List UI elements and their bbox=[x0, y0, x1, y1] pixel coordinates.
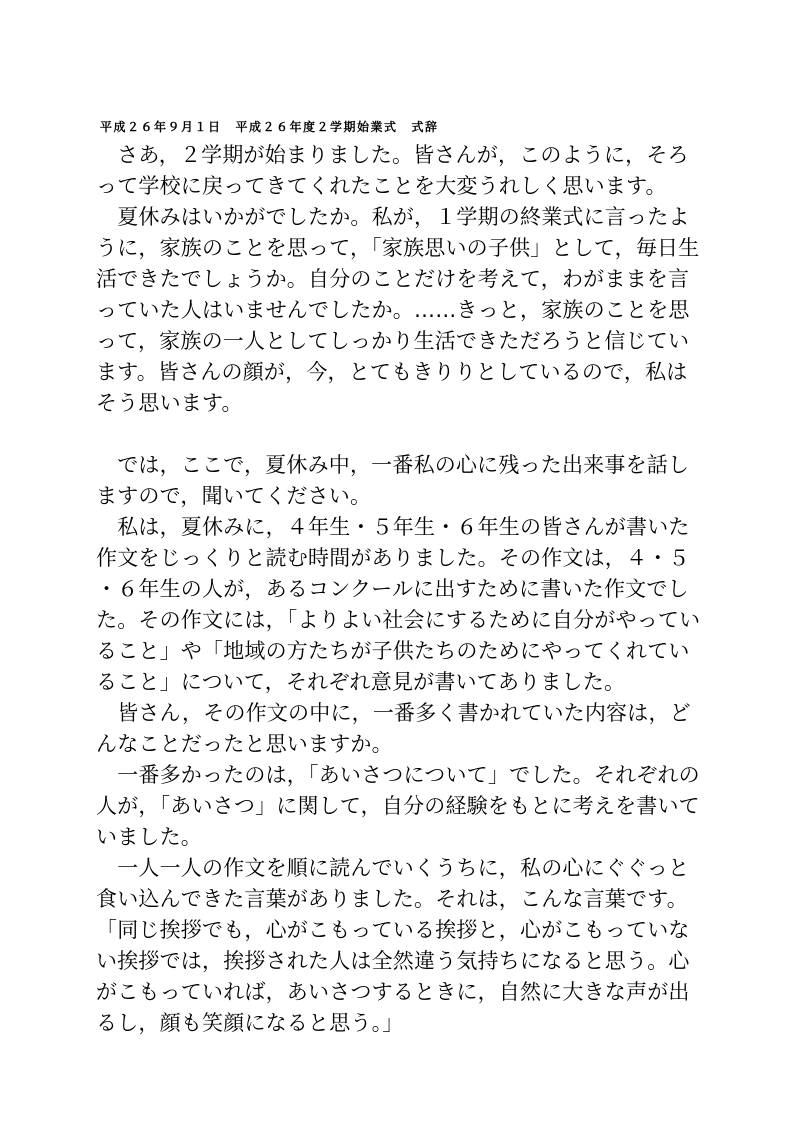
heading-type: 式辞 bbox=[411, 120, 439, 134]
body-line: るし，顔も笑顔になると思う。」 bbox=[96, 1011, 404, 1035]
body-line: 皆さん，その作文の中に，一番多く書かれていた内容は，ど bbox=[96, 701, 691, 725]
body-line: では，ここで，夏休み中，一番私の心に残った出来事を話し bbox=[96, 453, 690, 477]
speech-body bbox=[96, 140, 716, 1039]
body-line: た。その作文には，「よりよい社会にするために自分がやってい bbox=[96, 608, 701, 632]
body-line: ます。皆さんの顔が，今，とてもきりりとしているので，私は bbox=[96, 360, 688, 384]
body-line: い挨拶では，挨拶された人は全然違う気持ちになると思う。心 bbox=[96, 949, 690, 973]
body-line: ますので，聞いてください。 bbox=[96, 484, 372, 508]
body-line: いました。 bbox=[96, 825, 202, 849]
body-line: っていた人はいませんでしたか。……きっと，家族のことを思 bbox=[96, 298, 690, 322]
heading-event: 平成２６年度２学期始業式 bbox=[235, 120, 398, 134]
body-line: ・６年生の人が，あるコンクールに出すために書いた作文でし bbox=[96, 577, 689, 601]
body-line: 人が，「あいさつ」に関して，自分の経験をもとに考えを書いて bbox=[96, 794, 700, 818]
body-line: うに，家族のことを思って，「家族思いの子供」として，毎日生 bbox=[96, 236, 700, 260]
body-line: 活できたでしょうか。自分のことだけを考えて，わがままを言 bbox=[96, 267, 690, 291]
blank-line bbox=[96, 419, 716, 450]
document-heading bbox=[100, 118, 700, 136]
body-line: そう思います。 bbox=[96, 391, 243, 415]
body-line: って，家族の一人としてしっかり生活できただろうと信じてい bbox=[96, 329, 690, 353]
body-line: 夏休みはいかがでしたか。私が，１学期の終業式に言ったよ bbox=[96, 205, 690, 229]
body-line: って学校に戻ってきてくれたことを大変うれしく思います。 bbox=[96, 174, 667, 198]
body-line: 食い込んできた言葉がありました。それは，こんな言葉です。 bbox=[96, 887, 688, 911]
body-line: がこもっていれば，あいさつするときに，自然に大きな声が出 bbox=[96, 980, 690, 1004]
body-line: んなことだったと思いますか。 bbox=[96, 732, 393, 756]
body-line: ること」や「地域の方たちが子供たちのためにやってくれてい bbox=[96, 639, 690, 663]
body-line: 作文をじっくりと読む時間がありました。その作文は，４・５ bbox=[96, 546, 690, 570]
body-line: さあ，２学期が始まりました。皆さんが，このように，そろ bbox=[96, 143, 689, 167]
body-line: 一番多かったのは，「あいさつについて」でした。それぞれの bbox=[96, 763, 700, 787]
body-line: 一人一人の作文を順に読んでいくうちに，私の心にぐぐっと bbox=[96, 856, 690, 880]
body-line: ること」について，それぞれ意見が書いてありました。 bbox=[96, 670, 626, 694]
body-line: 私は，夏休みに，４年生・５年生・６年生の皆さんが書いた bbox=[96, 515, 690, 539]
heading-date: 平成２６年９月１日 bbox=[100, 120, 222, 134]
body-line: 「同じ挨拶でも，心がこもっている挨拶と，心がこもっていな bbox=[96, 918, 690, 942]
